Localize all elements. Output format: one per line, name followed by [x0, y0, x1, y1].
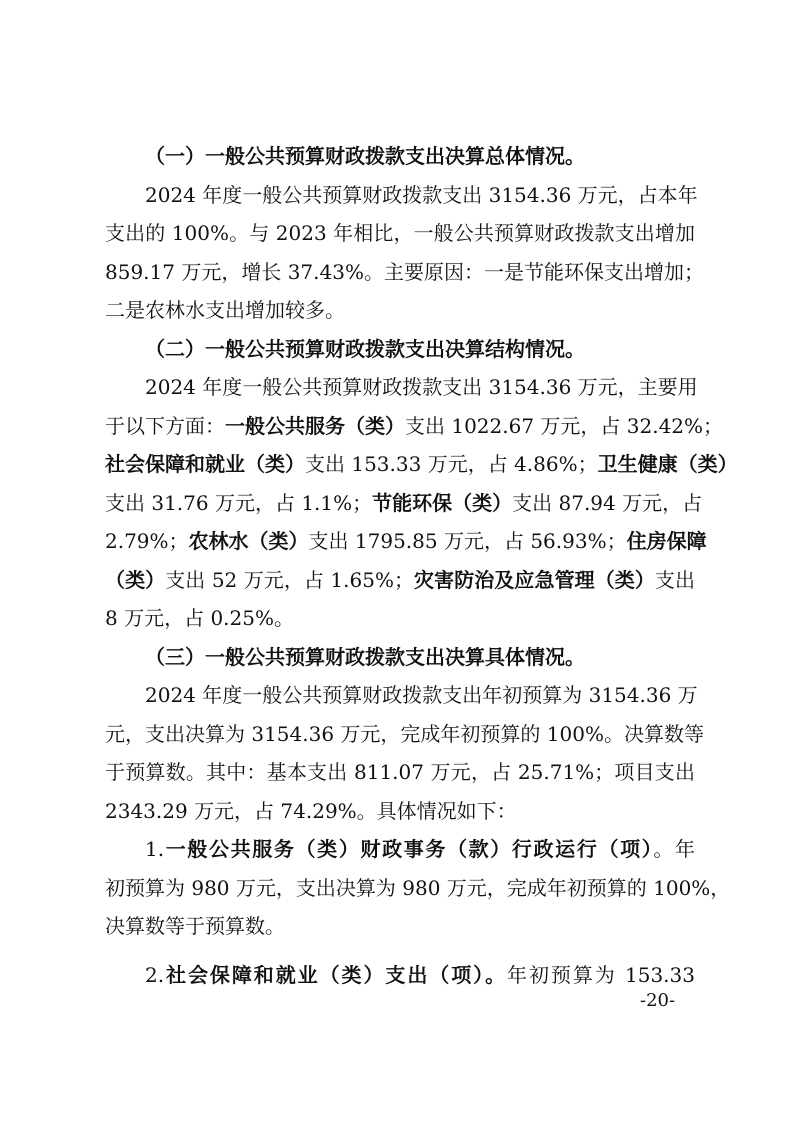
section1-line-3: 859.17 万元，增长 37.43%。主要原因：一是节能环保支出增加； [105, 259, 704, 284]
text-run: 于以下方面： [105, 413, 225, 438]
category-general-public-services: 一般公共服务（类） [225, 413, 405, 438]
section1-line-4: 二是农林水支出增加较多。 [105, 298, 345, 322]
section2-line-3 [105, 445, 738, 484]
text-run: 2.79%； [105, 529, 189, 553]
text-run: 。年 [653, 837, 696, 861]
text-run: 支出 52 万元，占 1.65%； [165, 567, 414, 592]
text-run: 支出 153.33 万元，占 4.86%； [305, 452, 598, 476]
item2-title-line [105, 956, 695, 995]
section2-heading: （二）一般公共预算财政拨款支出决算结构情况。 [145, 336, 585, 361]
section3-line-3: 于预算数。其中：基本支出 811.07 万元，占 25.71%；项目支出 [105, 760, 695, 784]
category-disaster-prevention: 灾害防治及应急管理（类） [413, 567, 655, 592]
category-health: 卫生健康（类） [597, 452, 738, 476]
spacer [105, 946, 695, 956]
section3-line-2: 元，支出决算为 3154.36 万元，完成年初预算的 100%。决算数等 [105, 721, 704, 746]
text-run: 支出 31.76 万元，占 1.1%； [105, 490, 373, 515]
category-agriculture: 农林水（类） [188, 529, 309, 553]
page-number: -20- [640, 990, 676, 1011]
item1-line-2: 初预算为 980 万元，支出决算为 980 万元，完成年初预算的 100%， [105, 875, 731, 900]
text-run: 支出 1022.67 万元，占 32.42%； [405, 413, 724, 438]
section3-line-4: 2343.29 万元，占 74.29%。具体情况如下： [105, 798, 517, 823]
section2-line-4 [105, 484, 703, 523]
section2-line-2 [105, 407, 724, 446]
item-number: 1. [145, 837, 165, 861]
section3-line-1: 2024 年度一般公共预算财政拨款支出年初预算为 3154.36 万 [145, 683, 698, 707]
section2-line-1: 2024 年度一般公共预算财政拨款支出 3154.36 万元，主要用 [145, 375, 698, 399]
category-energy-environment: 节能环保（类） [372, 490, 513, 515]
text-run: 支出 [654, 567, 696, 592]
category-housing-suffix: （类） [105, 567, 166, 592]
text-run: 支出 1795.85 万元，占 56.93%； [308, 529, 627, 553]
item2-title: 社会保障和就业（类）支出（项）。 [164, 962, 508, 987]
section1-line-1: 2024 年度一般公共预算财政拨款支出 3154.36 万元，占本年 [145, 182, 698, 207]
text-run: 年初预算为 153.33 [507, 962, 695, 987]
section3-heading: （三）一般公共预算财政拨款支出决算具体情况。 [145, 644, 585, 669]
text-run: 支出 87.94 万元，占 [512, 490, 703, 515]
category-social-security: 社会保障和就业（类） [105, 452, 305, 476]
section2-line-5 [105, 522, 707, 561]
item-number: 2. [145, 962, 165, 987]
section2-line-7: 8 万元，占 0.25%。 [105, 606, 294, 630]
item1-title: 一般公共服务（类）财政事务（款）行政运行（项） [164, 837, 654, 861]
section1-heading: （一）一般公共预算财政拨款支出决算总体情况。 [145, 144, 585, 168]
item1-title-line [105, 830, 695, 869]
section1-line-2: 支出的 100%。与 2023 年相比，一般公共预算财政拨款支出增加 [105, 221, 695, 245]
category-housing: 住房保障 [626, 529, 707, 553]
document-page [105, 137, 738, 994]
item1-line-3: 决算数等于预算数。 [105, 914, 285, 938]
section2-line-6 [105, 561, 695, 600]
